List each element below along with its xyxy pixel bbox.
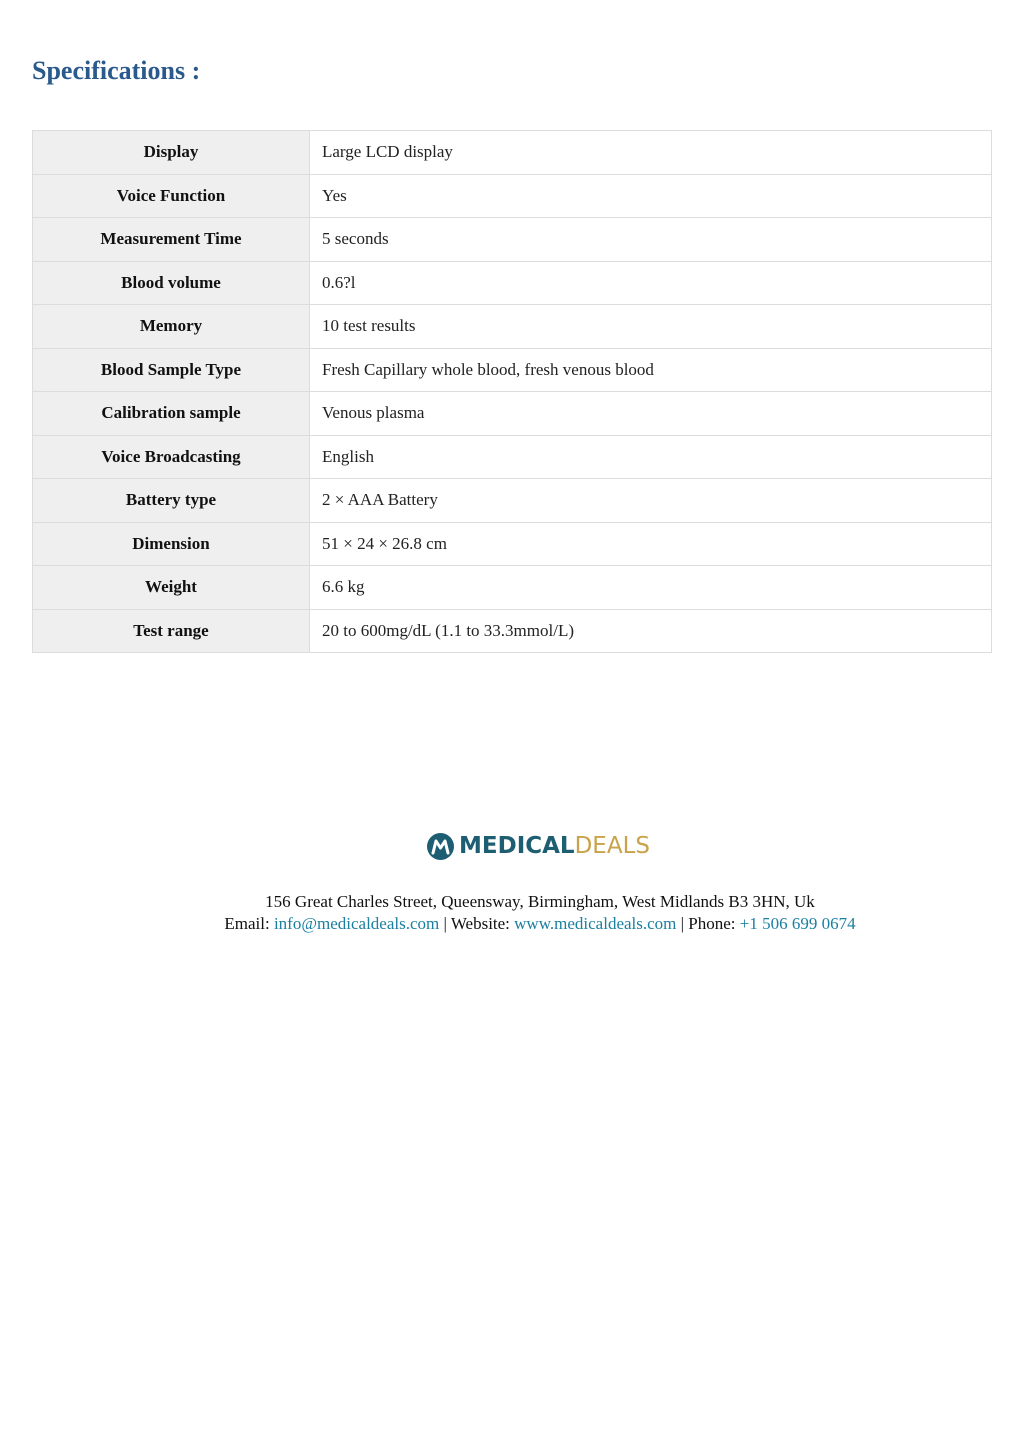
spec-value: 51 × 24 × 26.8 cm (310, 522, 992, 566)
spec-label: Display (33, 131, 310, 175)
spec-label: Test range (33, 609, 310, 653)
table-row (33, 392, 992, 436)
spec-label: Dimension (33, 522, 310, 566)
spec-value: Yes (310, 174, 992, 218)
phone-link[interactable]: +1 506 699 0674 (739, 914, 856, 933)
table-row (33, 566, 992, 610)
website-link[interactable]: www.medicaldeals.com (514, 914, 677, 933)
logo-word-medical: MEDICAL (459, 833, 575, 859)
m-circle-logo-icon (427, 833, 454, 860)
table-row (33, 435, 992, 479)
table-row (33, 131, 992, 175)
spec-label: Voice Broadcasting (33, 435, 310, 479)
logo-word-deals: DEALS (574, 833, 650, 859)
spec-label: Calibration sample (33, 392, 310, 436)
spec-label: Memory (33, 305, 310, 349)
email-link[interactable]: info@medicaldeals.com (273, 914, 440, 933)
spec-label: Measurement Time (33, 218, 310, 262)
table-row (33, 174, 992, 218)
website-label: | Website: (443, 914, 510, 933)
spec-value: 6.6 kg (310, 566, 992, 610)
spec-label: Weight (33, 566, 310, 610)
table-row (33, 348, 992, 392)
spec-value: Fresh Capillary whole blood, fresh venous blood (310, 348, 992, 392)
spec-value: Venous plasma (310, 392, 992, 436)
specifications-table (32, 130, 992, 653)
spec-label: Voice Function (33, 174, 310, 218)
medical-deals-logo (427, 829, 650, 863)
spec-label: Blood volume (33, 261, 310, 305)
footer-contact (28, 914, 1024, 934)
spec-value: 10 test results (310, 305, 992, 349)
spec-value: 2 × AAA Battery (310, 479, 992, 523)
table-row (33, 261, 992, 305)
spec-value: English (310, 435, 992, 479)
email-label: Email: (224, 914, 270, 933)
spec-value: 0.6?l (310, 261, 992, 305)
spec-value: 5 seconds (310, 218, 992, 262)
spec-label: Blood Sample Type (33, 348, 310, 392)
table-row (33, 522, 992, 566)
spec-value: 20 to 600mg/dL (1.1 to 33.3mmol/L) (310, 609, 992, 653)
phone-label: | Phone: (680, 914, 736, 933)
table-row (33, 479, 992, 523)
page-title: Specifications : (32, 56, 201, 85)
footer-address: 156 Great Charles Street, Queensway, Birmingham, West Midlands B3 3HN, Uk (265, 892, 815, 911)
spec-label: Battery type (33, 479, 310, 523)
spec-value: Large LCD display (310, 131, 992, 175)
table-row (33, 305, 992, 349)
table-row (33, 609, 992, 653)
table-row (33, 218, 992, 262)
